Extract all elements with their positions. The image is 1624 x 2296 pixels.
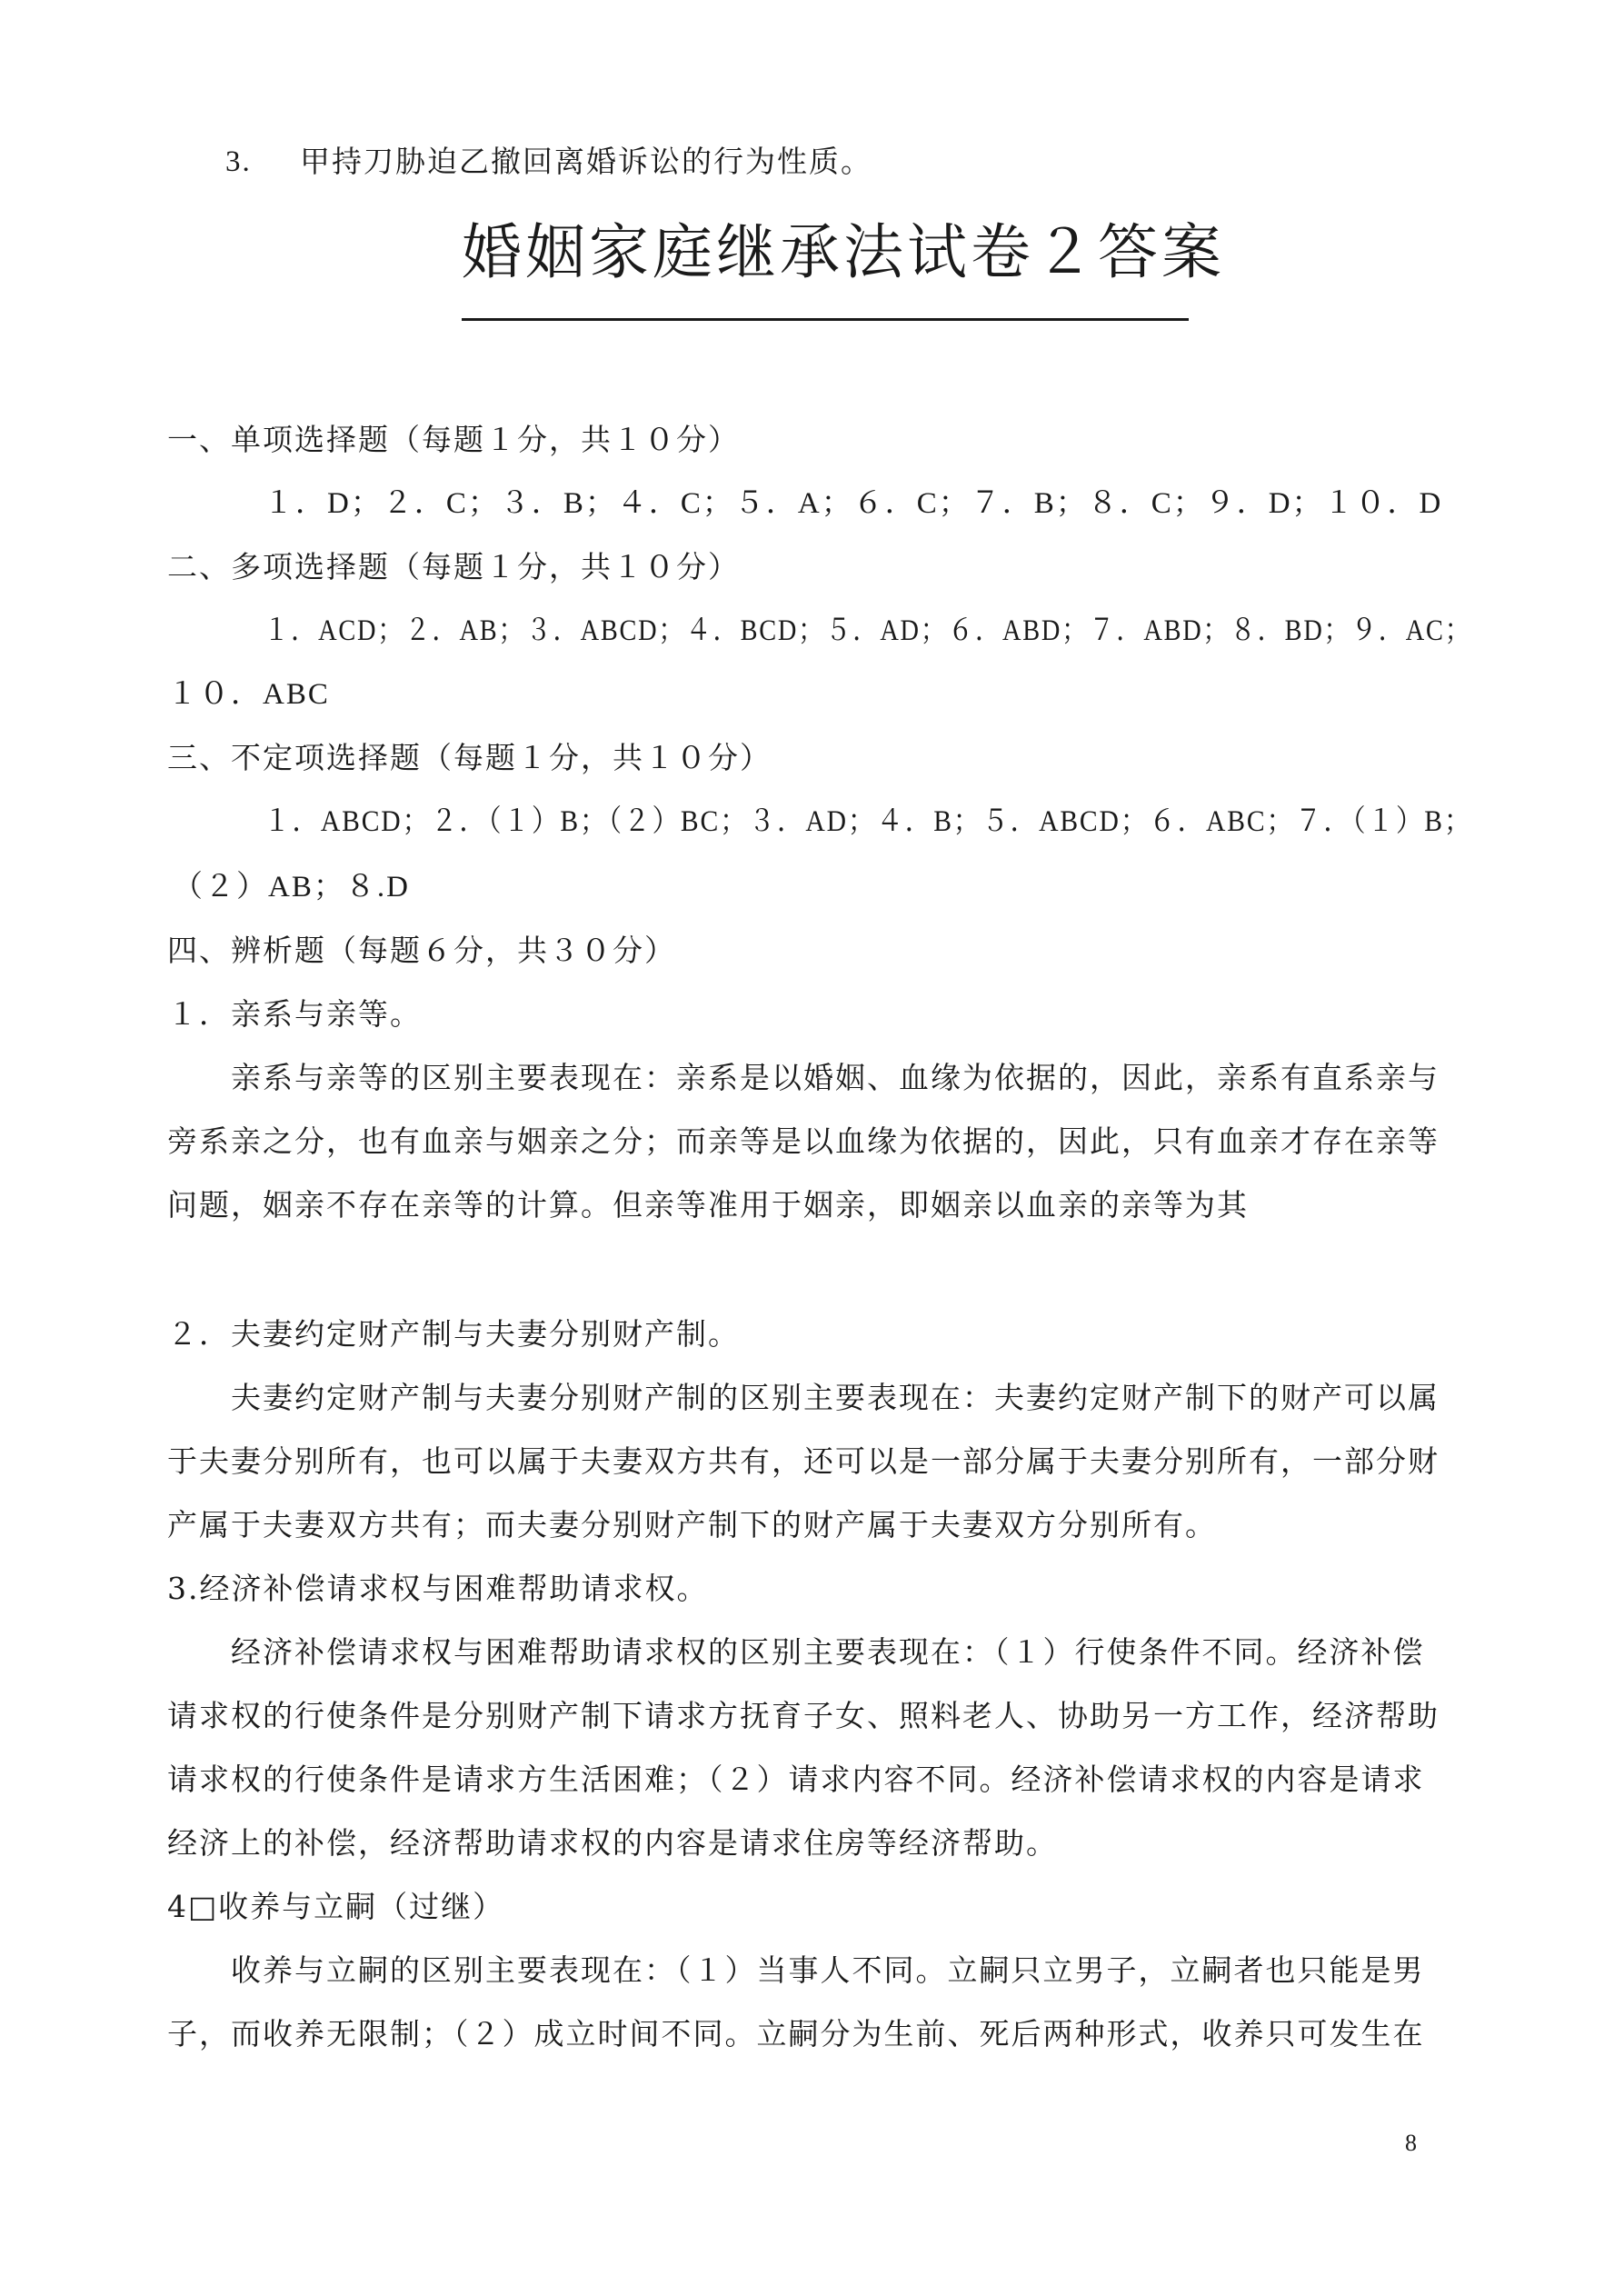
prev-item-text: 甲持刀胁迫乙撤回离婚诉讼的行为性质。 xyxy=(300,144,872,179)
section-2-answers-line-1: １．ACD；２．AB；３．ABCD；４．BCD；５．AD；６．ABD；７．ABD；８．BD；９．AC； xyxy=(264,614,1472,647)
question-1-paragraph-line: 旁系亲之分，也有血亲与姻亲之分；而亲等是以血缘为依据的，因此，只有血亲才存在亲等 xyxy=(167,1123,1440,1159)
section-1-answers: １．D；２．C；３．B；４．C；５．A；６．C；７．B；８．C；９．D；１０．D xyxy=(264,487,1443,520)
question-2-paragraph-line: 于夫妻分别所有，也可以属于夫妻双方共有，还可以是一部分属于夫妻分别所有，一部分财 xyxy=(167,1443,1440,1479)
question-3-paragraph-line: 请求权的行使条件是分别财产制下请求方抚育子女、照料老人、协助另一方工作，经济帮助 xyxy=(167,1698,1440,1733)
question-3-paragraph-line: 经济补偿请求权与困难帮助请求权的区别主要表现在：（１）行使条件不同。经济补偿 xyxy=(231,1634,1425,1670)
question-3-paragraph-line: 经济上的补偿，经济帮助请求权的内容是请求住房等经济帮助。 xyxy=(167,1825,1058,1861)
page-title: 婚姻家庭继承法试卷２答案 xyxy=(462,217,1225,287)
section-3-answers-line-1: １．ABCD；２．（１）B；（２）BC；３．AD；４．B；５．ABCD；６．ABC；７．（１）B； xyxy=(264,805,1473,838)
section-3-answers-line-2: （２）AB；８.D xyxy=(173,871,410,903)
question-1-paragraph-line: 问题，姻亲不存在亲等的计算。但亲等准用于姻亲，即姻亲以血亲的亲等为其 xyxy=(167,1187,1249,1223)
section-3-heading: 三、不定项选择题（每题１分，共１０分） xyxy=(167,740,772,775)
section-2-heading: 二、多项选择题（每题１分，共１０分） xyxy=(167,549,740,584)
prev-item-number: 3. xyxy=(225,145,252,178)
question-3-heading: 3.经济补偿请求权与困难帮助请求权。 xyxy=(167,1571,709,1606)
question-4-paragraph-line: 收养与立嗣的区别主要表现在：（１）当事人不同。立嗣只立男子，立嗣者也只能是男 xyxy=(231,1952,1425,1988)
section-1-heading: 一、单项选择题（每题１分，共１０分） xyxy=(167,422,740,457)
section-2-answers-line-2: １０．ABC xyxy=(167,678,330,711)
question-3-paragraph-line: 请求权的行使条件是请求方生活困难；（２）请求内容不同。经济补偿请求权的内容是请求 xyxy=(167,1762,1425,1797)
question-2-paragraph-line: 夫妻约定财产制与夫妻分别财产制的区别主要表现在：夫妻约定财产制下的财产可以属 xyxy=(231,1380,1440,1415)
question-1-paragraph-line: 亲系与亲等的区别主要表现在：亲系是以婚姻、血缘为依据的，因此，亲系有直系亲与 xyxy=(231,1060,1440,1095)
question-1-heading: １．亲系与亲等。 xyxy=(167,996,422,1032)
page-number: 8 xyxy=(1405,2130,1417,2156)
question-4-heading: 4□收养与立嗣（过继） xyxy=(167,1889,505,1924)
question-2-heading: ２．夫妻约定财产制与夫妻分别财产制。 xyxy=(167,1316,740,1352)
question-4-paragraph-line: 子，而收养无限制；（２）成立时间不同。立嗣分为生前、死后两种形式，收养只可发生在 xyxy=(167,2016,1425,2051)
question-2-paragraph-line: 产属于夫妻双方共有；而夫妻分别财产制下的财产属于夫妻双方分别所有。 xyxy=(167,1507,1217,1542)
title-underline xyxy=(462,318,1189,321)
section-4-heading: 四、辨析题（每题６分，共３０分） xyxy=(167,933,676,968)
